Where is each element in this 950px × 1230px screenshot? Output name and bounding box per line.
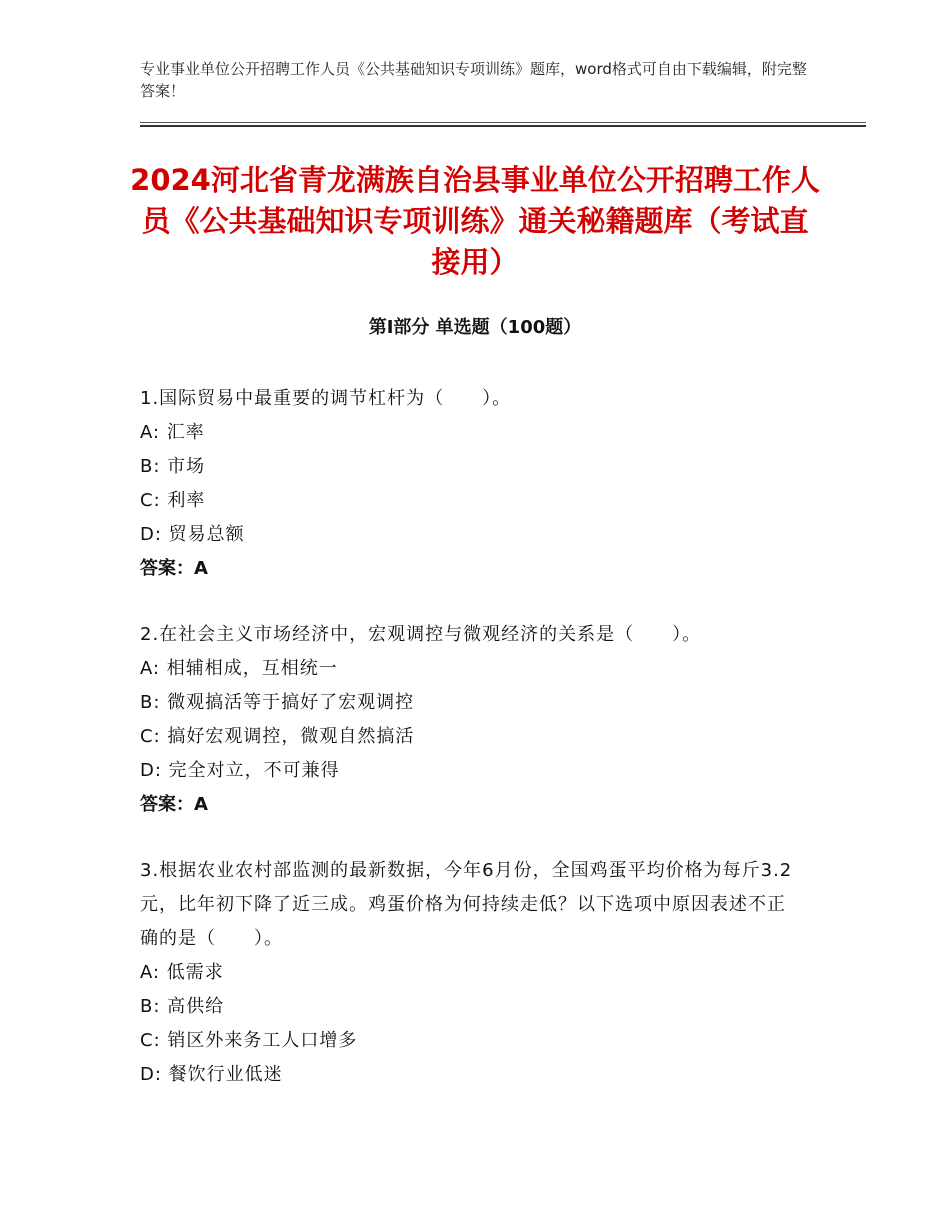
option-c: C: 搞好宏观调控，微观自然搞活 — [140, 726, 415, 747]
option-d: D: 完全对立，不可兼得 — [140, 760, 340, 781]
header-rule-thin — [140, 122, 866, 123]
option-b: B: 微观搞活等于搞好了宏观调控 — [140, 692, 415, 713]
header-rule-thick — [140, 125, 866, 127]
option-a: A: 低需求 — [140, 962, 224, 983]
question-1 — [140, 382, 800, 586]
question-2 — [140, 618, 800, 822]
option-a: A: 相辅相成，互相统一 — [140, 658, 338, 679]
option-a: A: 汇率 — [140, 422, 205, 443]
question-stem: 2.在社会主义市场经济中，宏观调控与微观经济的关系是（ ）。 — [140, 624, 702, 645]
answer-line: 答案：A — [140, 558, 208, 579]
section-heading: 第Ⅰ部分 单选题（100题） — [368, 317, 582, 338]
answer-line: 答案：A — [140, 794, 208, 815]
header-note: 专业事业单位公开招聘工作人员《公共基础知识专项训练》题库，word格式可自由下载编辑，附完整答案！ — [140, 60, 807, 100]
question-list — [140, 382, 800, 1124]
option-b: B: 市场 — [140, 456, 206, 477]
question-stem: 3.根据农业农村部监测的最新数据，今年6月份，全国鸡蛋平均价格为每斤3.2元，比年初下降了近三成。鸡蛋价格为何持续走低？以下选项中原因表述不正确的是（ ）。 — [140, 860, 793, 949]
option-c: C: 销区外来务工人口增多 — [140, 1030, 358, 1051]
document-title: 2024河北省青龙满族自治县事业单位公开招聘工作人员《公共基础知识专项训练》通关秘籍题库（考试直接用） — [130, 163, 820, 279]
option-d: D: 餐饮行业低迷 — [140, 1064, 283, 1085]
option-d: D: 贸易总额 — [140, 524, 245, 545]
option-b: B: 高供给 — [140, 996, 225, 1017]
option-c: C: 利率 — [140, 490, 206, 511]
question-3 — [140, 854, 800, 1092]
question-stem: 1.国际贸易中最重要的调节杠杆为（ ）。 — [140, 388, 512, 409]
